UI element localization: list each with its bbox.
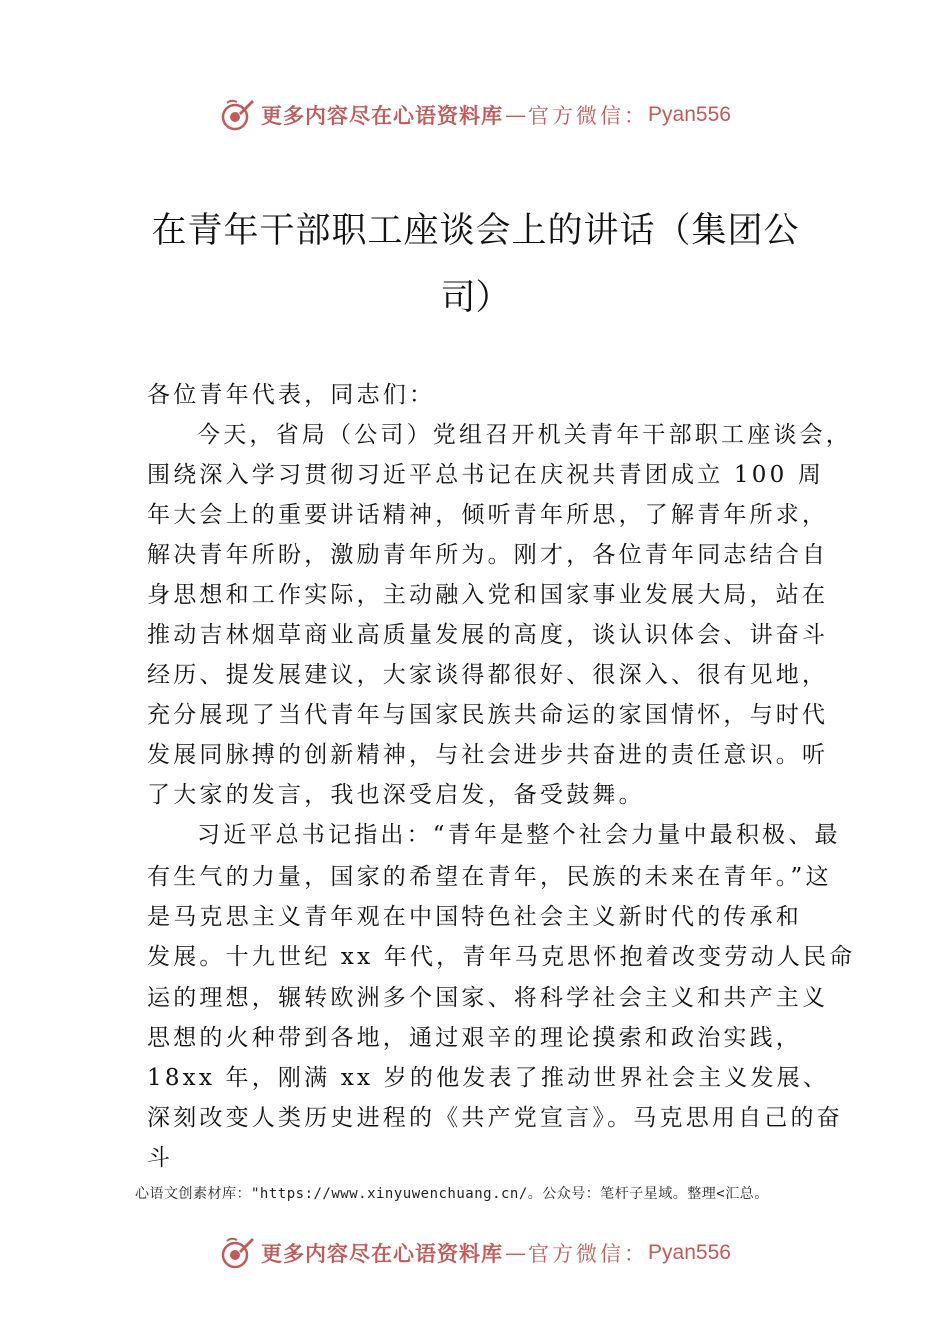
body-line: 是马克思主义青年观在中国特色社会主义新时代的传承和 <box>147 904 802 930</box>
body-line: 深刻改变人类历史进程的《共产党宣言》。马克思用自己的奋 <box>147 1105 843 1131</box>
body-line: 习近平总书记指出：“青年是整个社会力量中最积极、最 <box>197 822 841 848</box>
body-line: 运的理想，辗转欧洲多个国家、将科学社会主义和共产主义 <box>147 985 829 1011</box>
watermark-wechat-label: 官方微信： <box>528 1242 649 1266</box>
body-line: 发展同脉搏的创新精神，与社会进步共奋进的责任意识。听 <box>147 742 829 768</box>
body-line: 解决青年所盼，激励青年所为。刚才，各位青年同志结合自 <box>147 542 829 568</box>
body-line: 推动吉林烟草商业高质量发展的高度，谈认识体会、讲奋斗 <box>147 622 829 648</box>
body-line: 今天，省局（公司）党组召开机关青年干部职工座谈会， <box>197 422 852 448</box>
pen-seal-logo-icon <box>219 97 255 133</box>
watermark-wechat-label: 官方微信： <box>528 104 649 128</box>
document-title-line-1: 在青年干部职工座谈会上的讲话（集团公 <box>151 211 800 251</box>
body-line: 经历、提发展建议，大家谈得都很好、很深入、很有见地， <box>147 662 829 688</box>
body-line: 围绕深入学习贯彻习近平总书记在庆祝共青团成立 100 周 <box>147 462 825 488</box>
document-title-line-2: 司） <box>440 278 511 318</box>
body-line: 思想的火种带到各地，通过艰辛的理论摸索和政治实践， <box>147 1025 802 1051</box>
body-line: 斗 <box>147 1145 174 1171</box>
watermark-dash: — <box>505 1241 527 1265</box>
body-line: 有生气的力量，国家的希望在青年，民族的未来在青年。”这 <box>147 864 832 890</box>
body-line: 年大会上的重要讲话精神，倾听青年所思，了解青年所求， <box>147 502 829 528</box>
pen-seal-logo-icon <box>219 1235 255 1271</box>
watermark-wechat-id: Pyan556 <box>648 1241 731 1264</box>
watermark-dash: — <box>505 103 527 127</box>
watermark-banner-bottom <box>0 1233 950 1273</box>
watermark-banner-top <box>0 95 950 135</box>
body-line: 发展。十九世纪 xx 年代，青年马克思怀抱着改变劳动人民命 <box>147 944 856 970</box>
footer-note: 心语文创素材库："https://www.xinyuwenchuang.cn/。公众号：笔杆子星域。整理<汇总。 <box>135 1186 769 1202</box>
body-line: 充分展现了当代青年与国家民族共命运的家国情怀，与时代 <box>147 702 829 728</box>
body-line: 身思想和工作实际，主动融入党和国家事业发展大局，站在 <box>147 582 829 608</box>
watermark-wechat-id: Pyan556 <box>648 103 731 126</box>
body-line: 了大家的发言，我也深受启发，备受鼓舞。 <box>147 782 645 808</box>
watermark-main-text: 更多内容尽在心语资料库 <box>261 103 504 128</box>
body-line: 各位青年代表，同志们： <box>147 382 436 408</box>
watermark-main-text: 更多内容尽在心语资料库 <box>261 1241 504 1266</box>
body-line: 18xx 年，刚满 xx 岁的他发表了推动世界社会主义发展、 <box>147 1065 830 1091</box>
